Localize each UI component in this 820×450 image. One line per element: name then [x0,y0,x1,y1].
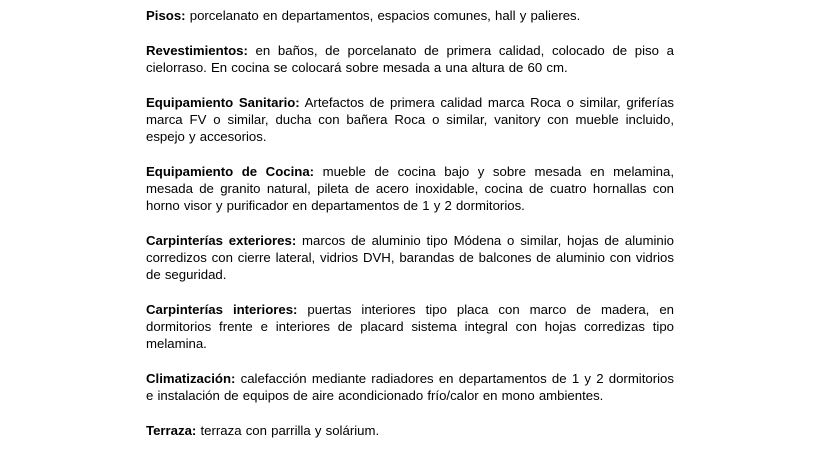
spec-term: Equipamiento Sanitario: [146,95,300,110]
spec-term: Carpinterías exteriores: [146,233,297,248]
spec-text: mueble de cocina bajo y sobre mesada en melamina, mesada de granito natural, pileta de acero inoxidable, cocina de cuatro hornallas con horno visor y purificador en departamentos de 1 y 2 dormitorios. [146,164,674,213]
spec-term: Terraza: [146,423,197,438]
spec-equipamiento-sanitario [146,94,674,145]
spec-term: Pisos: [146,8,186,23]
spec-text: marcos de aluminio tipo Módena o similar, hojas de aluminio corredizos con cierre lateral, vidrios DVH, barandas de balcones de aluminio con vidrios de seguridad. [146,233,674,282]
spec-carpinterias-interiores [146,301,674,352]
spec-text: puertas interiores tipo placa con marco de madera, en dormitorios frente e interiores de placard sistema integral con hojas corredizas tipo melamina. [146,302,674,351]
spec-revestimientos [146,42,674,76]
spec-text: calefacción mediante radiadores en departamentos de 1 y 2 dormitorios e instalación de equipos de aire acondicionado frío/calor en mono ambientes. [146,371,674,403]
spec-term: Revestimientos: [146,43,248,58]
spec-text: porcelanato en departamentos, espacios comunes, hall y palieres. [185,8,581,23]
spec-text: Artefactos de primera calidad marca Roca o similar, griferías marca FV o similar, ducha con bañera Roca o similar, vanitory con mueble incluido, espejo y accesorios. [146,95,675,144]
spec-pisos [146,7,674,24]
spec-term: Equipamiento de Cocina: [146,164,315,179]
spec-carpinterias-exteriores [146,232,674,283]
spec-climatizacion [146,370,674,404]
spec-text: en baños, de porcelanato de primera calidad, colocado de piso a cielorraso. En cocina se colocará sobre mesada a una altura de 60 cm. [146,43,674,75]
spec-term: Climatización: [146,371,236,386]
spec-terraza [146,422,674,439]
spec-text: terraza con parrilla y solárium. [196,423,380,438]
spec-term: Carpinterías interiores: [146,302,298,317]
spec-equipamiento-cocina [146,163,674,214]
